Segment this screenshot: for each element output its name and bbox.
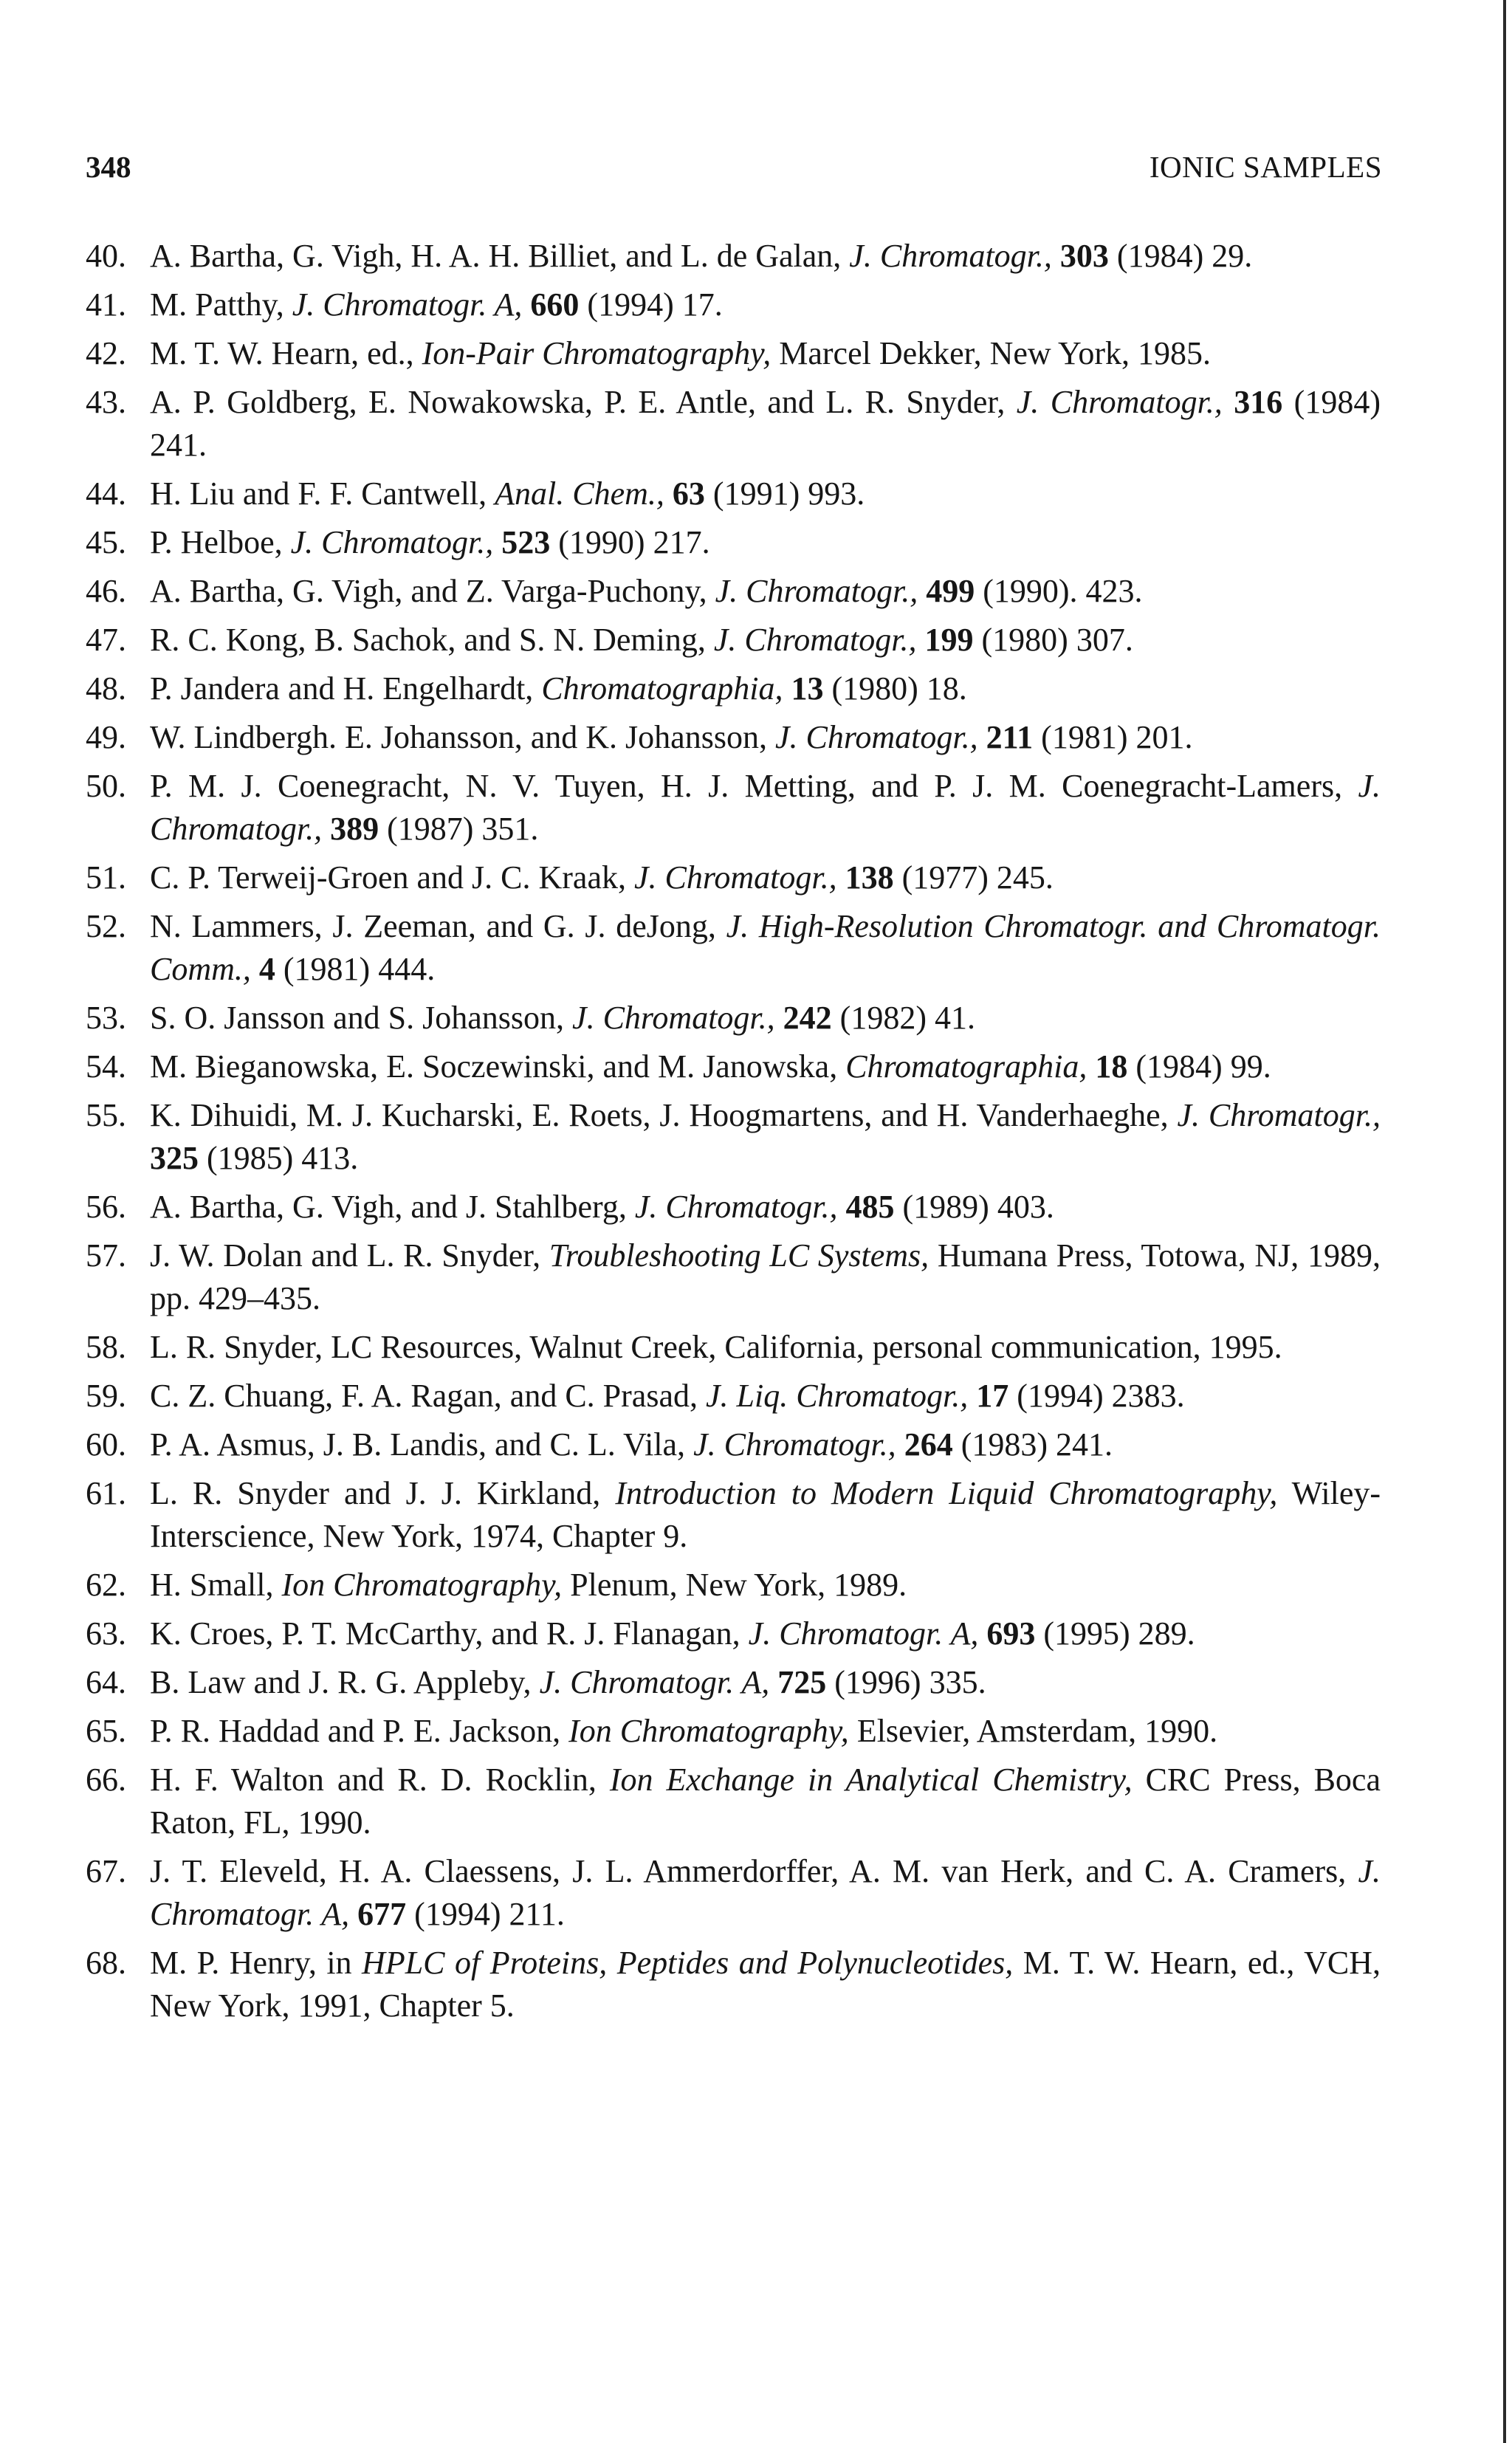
- reference-item: [86, 765, 1381, 851]
- reference-segment: (1987) 351.: [379, 811, 539, 847]
- reference-text: [150, 384, 1381, 463]
- reference-segment: J. T. Eleveld, H. A. Claessens, J. L. Ammerdorffer, A. M. van Herk, and C. A. Cramers,: [150, 1853, 1358, 1889]
- reference-segment: [664, 475, 673, 512]
- reference-number: 42.: [86, 335, 126, 371]
- reference-text: [150, 719, 1192, 755]
- reference-segment: Elsevier, Amsterdam, 1990.: [848, 1713, 1218, 1749]
- reference-item: [86, 235, 1381, 278]
- reference-number: 68.: [86, 1945, 126, 1981]
- reference-segment: (1995) 289.: [1035, 1615, 1195, 1652]
- reference-segment: A. Bartha, G. Vigh, and J. Stahlberg,: [150, 1189, 635, 1225]
- reference-number: 45.: [86, 524, 126, 560]
- reference-segment: [783, 670, 791, 707]
- reference-segment: K. Dihuidi, M. J. Kucharski, E. Roets, J. Hoogmartens, and H. Vanderhaeghe,: [150, 1097, 1178, 1133]
- reference-segment: [775, 1000, 783, 1036]
- reference-title: J. Chromatogr.,: [693, 1426, 896, 1463]
- reference-volume: 499: [926, 573, 975, 609]
- reference-text: [150, 1189, 1054, 1225]
- reference-segment: K. Croes, P. T. McCarthy, and R. J. Flanagan,: [150, 1615, 749, 1652]
- reference-segment: CRC Press, Boca Raton, FL, 1990.: [150, 1762, 1381, 1841]
- reference-volume: 17: [976, 1378, 1009, 1414]
- reference-text: [150, 1664, 986, 1700]
- reference-number: 59.: [86, 1378, 126, 1414]
- reference-number: 56.: [86, 1189, 126, 1225]
- reference-segment: (1994) 17.: [579, 286, 723, 323]
- reference-list: [86, 235, 1381, 2033]
- reference-segment: (1994) 211.: [406, 1896, 565, 1932]
- reference-segment: (1991) 993.: [704, 475, 865, 512]
- reference-segment: (1996) 335.: [826, 1664, 986, 1700]
- reference-item: [86, 1094, 1381, 1180]
- reference-segment: (1980) 307.: [973, 622, 1133, 658]
- reference-title: HPLC of Proteins, Peptides and Polynucleotides,: [362, 1945, 1014, 1981]
- reference-number: 57.: [86, 1237, 126, 1274]
- reference-number: 54.: [86, 1048, 126, 1085]
- reference-segment: M. T. W. Hearn, ed., VCH, New York, 1991, Chapter 5.: [150, 1945, 1381, 2024]
- reference-segment: L. R. Snyder, LC Resources, Walnut Creek, California, personal communication, 1995.: [150, 1329, 1282, 1365]
- reference-volume: 725: [777, 1664, 827, 1700]
- reference-segment: (1984) 29.: [1108, 238, 1253, 274]
- reference-item: [86, 856, 1381, 899]
- reference-text: [150, 475, 865, 512]
- reference-volume: 389: [330, 811, 379, 847]
- reference-text: [150, 1567, 907, 1603]
- reference-segment: [1052, 238, 1060, 274]
- reference-segment: [837, 859, 845, 896]
- reference-text: [150, 286, 723, 323]
- reference-title: Chromatographia,: [541, 670, 783, 707]
- reference-title: Ion Chromatography,: [568, 1713, 849, 1749]
- reference-segment: [917, 622, 925, 658]
- reference-title: J. Chromatogr.,: [1016, 384, 1223, 420]
- reference-segment: R. C. Kong, B. Sachok, and S. N. Deming,: [150, 622, 714, 658]
- reference-segment: W. Lindbergh. E. Johansson, and K. Johansson,: [150, 719, 775, 755]
- reference-title: Chromatographia,: [845, 1048, 1087, 1085]
- reference-item: [86, 997, 1381, 1040]
- reference-title: J. Chromatogr. A,: [150, 1853, 1381, 1932]
- reference-text: [150, 1329, 1282, 1365]
- reference-number: 62.: [86, 1567, 126, 1603]
- reference-number: 50.: [86, 768, 126, 804]
- reference-item: [86, 1612, 1381, 1655]
- reference-title: Anal. Chem.,: [495, 475, 664, 512]
- reference-item: [86, 1759, 1381, 1844]
- reference-number: 55.: [86, 1097, 126, 1133]
- reference-number: 44.: [86, 475, 126, 512]
- reference-number: 40.: [86, 238, 126, 274]
- reference-item: [86, 284, 1381, 326]
- reference-segment: (1983) 241.: [952, 1426, 1113, 1463]
- reference-segment: S. O. Jansson and S. Johansson,: [150, 1000, 573, 1036]
- reference-title: J. Chromatogr.,: [150, 768, 1381, 847]
- reference-segment: P. A. Asmus, J. B. Landis, and C. L. Vila,: [150, 1426, 694, 1463]
- reference-text: [150, 1713, 1217, 1749]
- reference-number: 66.: [86, 1762, 126, 1798]
- reference-segment: (1981) 444.: [275, 951, 436, 987]
- reference-segment: A. Bartha, G. Vigh, H. A. H. Billiet, and L. de Galan,: [150, 238, 850, 274]
- reference-title: J. Chromatogr.,: [849, 238, 1052, 274]
- reference-text: [150, 1048, 1271, 1085]
- reference-item: [86, 1375, 1381, 1418]
- reference-volume: 4: [258, 951, 275, 987]
- reference-segment: [522, 286, 530, 323]
- reference-number: 47.: [86, 622, 126, 658]
- reference-text: [150, 1000, 975, 1036]
- reference-segment: J. W. Dolan and L. R. Snyder,: [150, 1237, 549, 1274]
- reference-text: [150, 908, 1381, 987]
- reference-number: 58.: [86, 1329, 126, 1365]
- reference-segment: P. Helboe,: [150, 524, 291, 560]
- reference-segment: C. Z. Chuang, F. A. Ragan, and C. Prasad,: [150, 1378, 706, 1414]
- reference-item: [86, 1326, 1381, 1369]
- reference-segment: [349, 1896, 357, 1932]
- reference-segment: H. Liu and F. F. Cantwell,: [150, 475, 495, 512]
- running-head: [86, 145, 1382, 189]
- reference-text: [150, 1097, 1381, 1176]
- reference-number: 60.: [86, 1426, 126, 1463]
- reference-segment: (1980) 18.: [823, 670, 967, 707]
- reference-segment: [1087, 1048, 1095, 1085]
- reference-item: [86, 521, 1381, 564]
- reference-number: 64.: [86, 1664, 126, 1700]
- reference-segment: (1985) 413.: [199, 1140, 359, 1176]
- reference-number: 51.: [86, 859, 126, 896]
- reference-title: J. Chromatogr.,: [774, 719, 978, 755]
- reference-text: [150, 1762, 1381, 1841]
- reference-item: [86, 473, 1381, 515]
- reference-segment: (1981) 201.: [1033, 719, 1193, 755]
- reference-volume: 199: [924, 622, 974, 658]
- reference-segment: B. Law and J. R. G. Appleby,: [150, 1664, 540, 1700]
- reference-title: Ion Exchange in Analytical Chemistry,: [609, 1762, 1133, 1798]
- reference-segment: [1223, 384, 1234, 420]
- reference-volume: 264: [904, 1426, 953, 1463]
- reference-title: J. High-Resolution Chromatogr. and Chromatogr. Comm.,: [150, 908, 1381, 987]
- reference-segment: [918, 573, 926, 609]
- reference-volume: 677: [357, 1896, 407, 1932]
- reference-segment: P. Jandera and H. Engelhardt,: [150, 670, 542, 707]
- reference-title: J. Chromatogr.,: [713, 622, 917, 658]
- reference-segment: Plenum, New York, 1989.: [562, 1567, 907, 1603]
- reference-title: J. Chromatogr. A,: [292, 286, 523, 323]
- reference-segment: N. Lammers, J. Zeeman, and G. J. deJong,: [150, 908, 726, 944]
- reference-text: [150, 670, 967, 707]
- reference-segment: L. R. Snyder and J. J. Kirkland,: [150, 1475, 616, 1511]
- reference-text: [150, 573, 1143, 609]
- reference-volume: 316: [1234, 384, 1283, 420]
- reference-segment: [322, 811, 330, 847]
- reference-text: [150, 1475, 1381, 1554]
- reference-segment: [978, 1615, 986, 1652]
- reference-title: J. Chromatogr.,: [572, 1000, 775, 1036]
- reference-text: [150, 1378, 1185, 1414]
- reference-segment: M. T. W. Hearn, ed.,: [150, 335, 422, 371]
- reference-text: [150, 1237, 1381, 1316]
- reference-number: 46.: [86, 573, 126, 609]
- reference-segment: A. P. Goldberg, E. Nowakowska, P. E. Antle, and L. R. Snyder,: [150, 384, 1017, 420]
- reference-item: [86, 381, 1381, 467]
- reference-segment: (1982) 41.: [831, 1000, 975, 1036]
- reference-item: [86, 619, 1381, 662]
- reference-text: [150, 1615, 1195, 1652]
- reference-text: [150, 1426, 1113, 1463]
- reference-number: 61.: [86, 1475, 126, 1511]
- reference-item: [86, 1234, 1381, 1320]
- reference-segment: (1984) 241.: [150, 384, 1381, 463]
- reference-title: J. Chromatogr.,: [633, 859, 837, 896]
- reference-item: [86, 905, 1381, 991]
- reference-text: [150, 622, 1133, 658]
- reference-item: [86, 1850, 1381, 1936]
- reference-volume: 242: [783, 1000, 832, 1036]
- reference-item: [86, 1472, 1381, 1558]
- reference-text: [150, 1945, 1381, 2024]
- reference-title: J. Chromatogr. A,: [539, 1664, 770, 1700]
- reference-volume: 523: [501, 524, 551, 560]
- reference-volume: 303: [1059, 238, 1109, 274]
- reference-number: 48.: [86, 670, 126, 707]
- reference-text: [150, 524, 710, 560]
- reference-number: 65.: [86, 1713, 126, 1749]
- reference-volume: 18: [1095, 1048, 1128, 1085]
- reference-number: 53.: [86, 1000, 126, 1036]
- page-number: 348: [86, 150, 131, 184]
- reference-number: 63.: [86, 1615, 126, 1652]
- running-title: IONIC SAMPLES: [1149, 150, 1382, 184]
- reference-item: [86, 1710, 1381, 1753]
- reference-segment: P. M. J. Coenegracht, N. V. Tuyen, H. J. Metting, and P. J. M. Coenegracht-Lamers,: [150, 768, 1358, 804]
- page-edge-line: [1503, 0, 1506, 2443]
- reference-segment: [251, 951, 259, 987]
- reference-volume: 63: [672, 475, 705, 512]
- reference-number: 49.: [86, 719, 126, 755]
- reference-volume: 13: [791, 670, 824, 707]
- reference-volume: 485: [845, 1189, 895, 1225]
- reference-segment: (1990). 423.: [975, 573, 1143, 609]
- reference-segment: (1994) 2383.: [1008, 1378, 1185, 1414]
- reference-segment: (1984) 99.: [1127, 1048, 1271, 1085]
- reference-title: J. Liq. Chromatogr.,: [705, 1378, 969, 1414]
- reference-item: [86, 1186, 1381, 1229]
- reference-segment: (1990) 217.: [550, 524, 710, 560]
- reference-title: Ion Chromatography,: [281, 1567, 563, 1603]
- reference-segment: (1977) 245.: [893, 859, 1054, 896]
- reference-segment: P. R. Haddad and P. E. Jackson,: [150, 1713, 569, 1749]
- reference-title: Troubleshooting LC Systems,: [549, 1237, 929, 1274]
- reference-segment: [978, 719, 986, 755]
- reference-volume: 660: [530, 286, 580, 323]
- reference-number: 52.: [86, 908, 126, 944]
- reference-item: [86, 1661, 1381, 1704]
- reference-title: Ion-Pair Chromatography,: [422, 335, 772, 371]
- reference-volume: 325: [150, 1140, 199, 1176]
- reference-segment: M. P. Henry, in: [150, 1945, 362, 1981]
- reference-segment: M. Patthy,: [150, 286, 292, 323]
- reference-text: [150, 1853, 1381, 1932]
- reference-segment: [896, 1426, 904, 1463]
- reference-segment: [838, 1189, 846, 1225]
- reference-segment: [769, 1664, 777, 1700]
- reference-title: J. Chromatogr.,: [715, 573, 918, 609]
- reference-title: J. Chromatogr.,: [1177, 1097, 1381, 1133]
- reference-segment: [493, 524, 501, 560]
- reference-segment: (1989) 403.: [894, 1189, 1054, 1225]
- reference-text: [150, 859, 1054, 896]
- reference-item: [86, 1045, 1381, 1088]
- reference-item: [86, 332, 1381, 375]
- reference-volume: 693: [986, 1615, 1036, 1652]
- reference-segment: Marcel Dekker, New York, 1985.: [771, 335, 1212, 371]
- reference-number: 67.: [86, 1853, 126, 1889]
- reference-segment: M. Bieganowska, E. Soczewinski, and M. Janowska,: [150, 1048, 846, 1085]
- reference-segment: Wiley-Interscience, New York, 1974, Chapter 9.: [150, 1475, 1381, 1554]
- reference-segment: A. Bartha, G. Vigh, and Z. Varga-Puchony,: [150, 573, 715, 609]
- reference-text: [150, 238, 1252, 274]
- reference-segment: C. P. Terweij-Groen and J. C. Kraak,: [150, 859, 634, 896]
- reference-item: [86, 570, 1381, 613]
- reference-segment: H. Small,: [150, 1567, 282, 1603]
- reference-item: [86, 1423, 1381, 1466]
- reference-item: [86, 716, 1381, 759]
- reference-segment: Humana Press, Totowa, NJ, 1989, pp. 429–435.: [150, 1237, 1381, 1316]
- reference-volume: 211: [986, 719, 1034, 755]
- reference-item: [86, 1564, 1381, 1607]
- reference-text: [150, 335, 1211, 371]
- reference-volume: 138: [845, 859, 894, 896]
- reference-number: 41.: [86, 286, 126, 323]
- reference-title: J. Chromatogr. A,: [748, 1615, 979, 1652]
- reference-item: [86, 667, 1381, 710]
- reference-number: 43.: [86, 384, 126, 420]
- reference-segment: H. F. Walton and R. D. Rocklin,: [150, 1762, 610, 1798]
- reference-segment: [968, 1378, 976, 1414]
- reference-text: [150, 768, 1381, 847]
- reference-title: J. Chromatogr.,: [634, 1189, 838, 1225]
- reference-title: Introduction to Modern Liquid Chromatography,: [615, 1475, 1278, 1511]
- reference-title: J. Chromatogr.,: [290, 524, 494, 560]
- reference-item: [86, 1942, 1381, 2027]
